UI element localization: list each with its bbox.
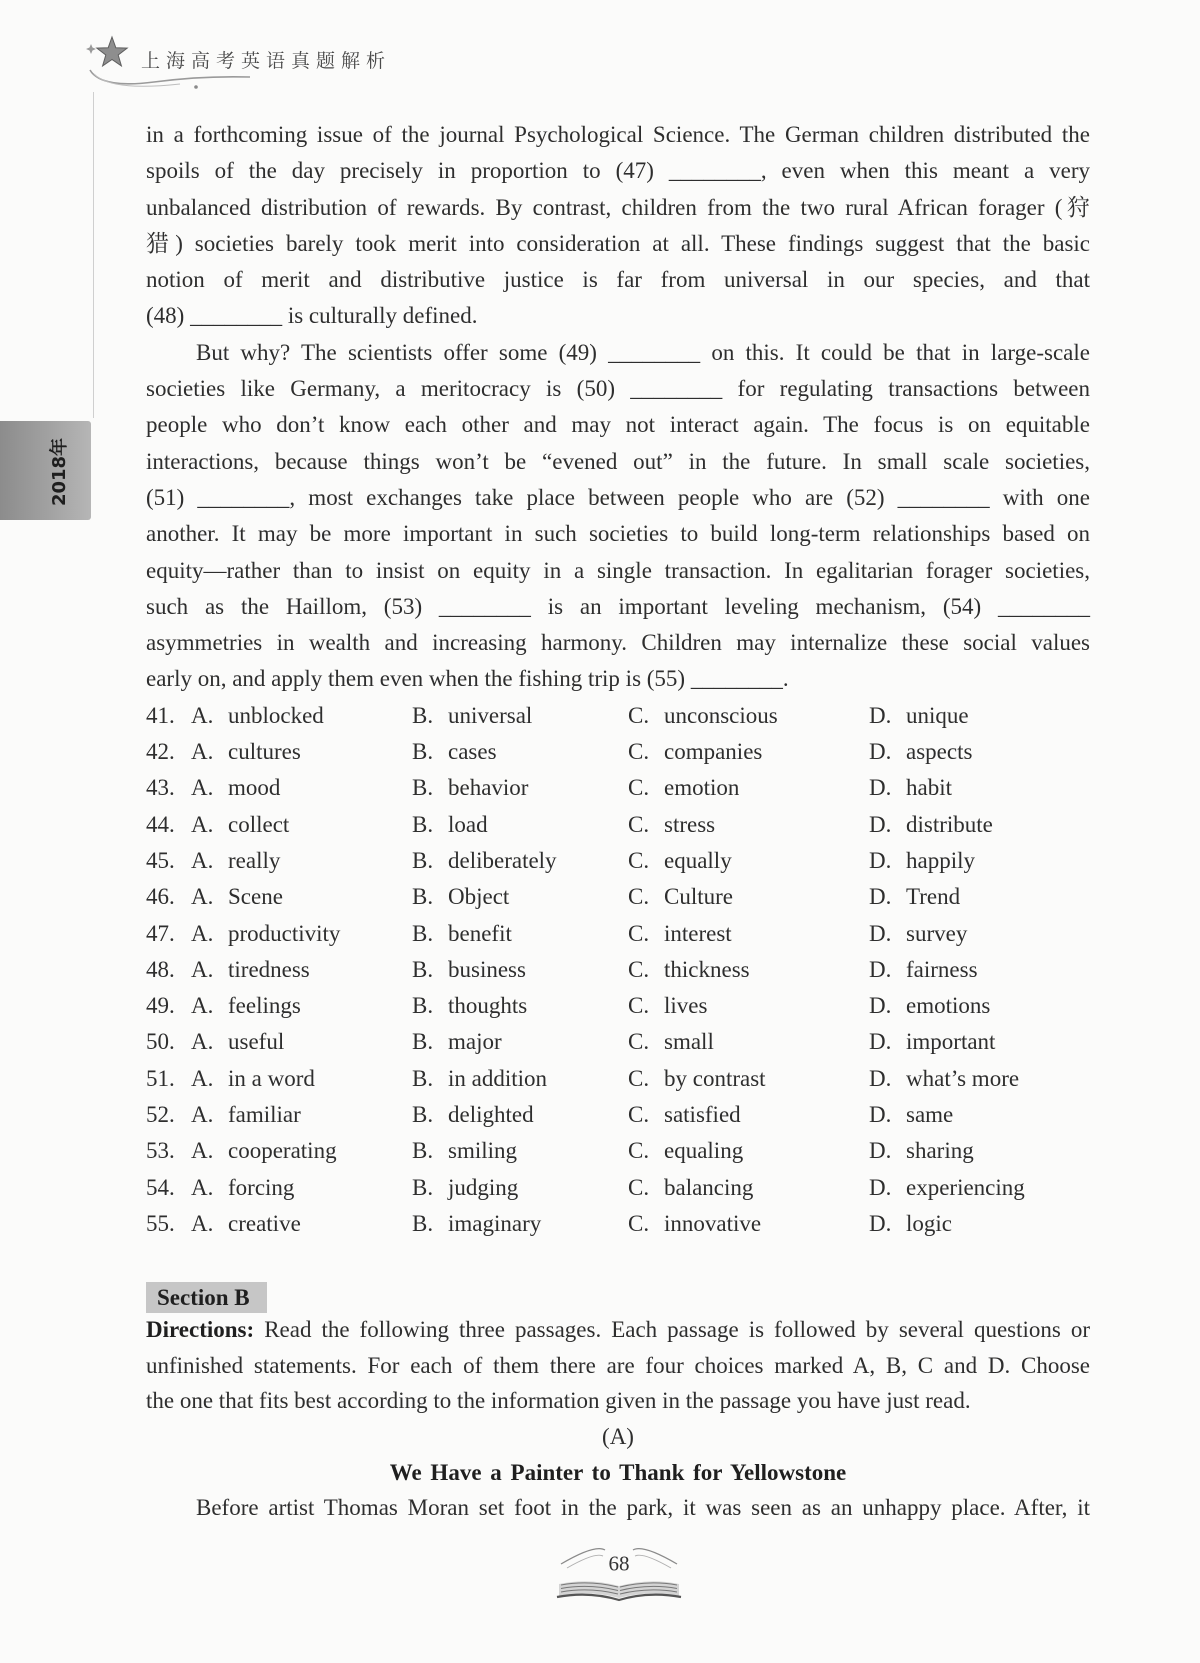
choice-letter: B. (412, 920, 434, 946)
choice-text: tiredness (228, 956, 310, 982)
section-label: Section B (146, 1282, 267, 1313)
choice-letter: D. (869, 884, 892, 910)
choice-letter: D. (869, 1138, 892, 1164)
option-number: 51. (146, 1065, 175, 1091)
option-number: 52. (146, 1102, 175, 1128)
directions-line (146, 1312, 1090, 1348)
option-number: 54. (146, 1174, 175, 1200)
choice-text: interest (664, 920, 732, 946)
choice-letter: B. (412, 884, 434, 910)
passage-line: societies like Germany, a meritocracy is (50) ________ for regulating transactions between (146, 376, 1090, 402)
passage-label: (A) (602, 1424, 634, 1450)
choice-text: sharing (906, 1138, 974, 1164)
choice-letter: C. (628, 1029, 650, 1055)
choice-letter: B. (412, 1102, 434, 1128)
margin-rule (93, 92, 94, 418)
choice-text: experiencing (906, 1174, 1025, 1200)
choice-text: really (228, 847, 281, 873)
choice-letter: D. (869, 739, 892, 765)
choice-text: delighted (448, 1102, 534, 1128)
cloze-passage (146, 117, 1090, 698)
choice-text: Scene (228, 884, 283, 910)
choice-text: Object (448, 884, 510, 910)
choice-text: by contrast (664, 1065, 766, 1091)
choice-text: thoughts (448, 993, 528, 1019)
choice-text: deliberately (448, 847, 557, 873)
choice-letter: C. (628, 702, 650, 728)
choice-letter: A. (191, 956, 214, 982)
choice-letter: A. (191, 811, 214, 837)
option-number: 42. (146, 739, 175, 765)
choice-text: Culture (664, 884, 733, 910)
choice-text: happily (906, 847, 975, 873)
choice-text: what’s more (906, 1065, 1020, 1091)
option-row (146, 1024, 1090, 1060)
directions-label: Directions: (146, 1317, 255, 1342)
choice-text: satisfied (664, 1102, 741, 1128)
option-row (146, 1097, 1090, 1133)
option-number: 53. (146, 1138, 175, 1164)
choice-text: cooperating (228, 1138, 337, 1164)
passage-line: 猎) societies barely took merit into consideration at all. These findings suggest that the basic (146, 230, 1090, 256)
choice-letter: B. (412, 1138, 434, 1164)
option-row (146, 1170, 1090, 1206)
choice-letter: D. (869, 1102, 892, 1128)
passage-line: asymmetries in wealth and increasing harmony. Children may internalize these social values (146, 630, 1090, 656)
choice-text: aspects (906, 739, 973, 765)
choice-letter: A. (191, 884, 214, 910)
passage-line: spoils of the day precisely in proportion to (47) ________, even when this meant a very (146, 158, 1090, 184)
choice-text: cases (448, 739, 497, 765)
passage-line: equity—rather than to insist on equity in a single transaction. In egalitarian forager societies, (146, 557, 1090, 583)
section-b (146, 1312, 1090, 1526)
choice-letter: B. (412, 811, 434, 837)
answer-options (146, 698, 1090, 1243)
option-row (146, 1133, 1090, 1169)
choice-letter: D. (869, 1210, 892, 1236)
choice-text: emotions (906, 993, 991, 1019)
choice-letter: B. (412, 993, 434, 1019)
choice-letter: B. (412, 847, 434, 873)
option-number: 49. (146, 993, 175, 1019)
page-number: 68 (608, 1551, 630, 1576)
choice-letter: C. (628, 811, 650, 837)
choice-text: fairness (906, 956, 978, 982)
choice-text: equaling (664, 1138, 744, 1164)
option-number: 43. (146, 775, 175, 801)
choice-text: cultures (228, 739, 301, 765)
choice-letter: D. (869, 811, 892, 837)
choice-letter: D. (869, 920, 892, 946)
choice-text: thickness (664, 956, 750, 982)
passage-line: But why? The scientists offer some (49) ________ on this. It could be that in large-scale (196, 339, 1090, 365)
choice-text: familiar (228, 1102, 301, 1128)
passage-line: such as the Haillom, (53) ________ is an important leveling mechanism, (54) ________ (146, 593, 1090, 619)
choice-letter: C. (628, 920, 650, 946)
year-tab-label: 2018年 (49, 437, 70, 507)
passage-line: notion of merit and distributive justice is far from universal in our species, and that (146, 267, 1090, 293)
choice-text: smiling (448, 1138, 518, 1164)
choice-letter: D. (869, 993, 892, 1019)
choice-letter: A. (191, 847, 214, 873)
option-number: 55. (146, 1210, 175, 1236)
choice-letter: C. (628, 884, 650, 910)
passage-line: Before artist Thomas Moran set foot in the park, it was seen as an unhappy place. After, it (196, 1495, 1090, 1521)
passage-line: (51) ________, most exchanges take place between people who are (52) ________ with one (146, 484, 1090, 510)
choice-letter: C. (628, 1210, 650, 1236)
choice-letter: C. (628, 1174, 650, 1200)
option-number: 45. (146, 847, 175, 873)
choice-text: logic (906, 1210, 952, 1236)
choice-text: creative (228, 1210, 301, 1236)
choice-letter: A. (191, 1210, 214, 1236)
choice-letter: D. (869, 1029, 892, 1055)
choice-text: equally (664, 847, 732, 873)
header-title: 上海高考英语真题解析 (141, 50, 392, 72)
choice-text: business (448, 956, 526, 982)
option-number: 50. (146, 1029, 175, 1055)
choice-text: judging (448, 1174, 519, 1200)
passage-line: in a forthcoming issue of the journal Psychological Science. The German children distributed the (146, 122, 1090, 147)
choice-text: unconscious (664, 702, 778, 728)
choice-text: in a word (228, 1065, 315, 1091)
option-row (146, 770, 1090, 806)
choice-letter: A. (191, 775, 214, 801)
directions-text: Read the following three passages. Each passage is followed by several questions or (264, 1317, 1091, 1342)
option-row (146, 879, 1090, 915)
choice-text: behavior (448, 775, 529, 801)
choice-text: innovative (664, 1210, 762, 1236)
option-row (146, 698, 1090, 734)
choice-text: balancing (664, 1174, 754, 1200)
passage-line: early on, and apply them even when the fishing trip is (55) ________. (146, 666, 789, 692)
choice-text: feelings (228, 993, 301, 1019)
choice-letter: D. (869, 775, 892, 801)
choice-text: unblocked (228, 702, 324, 728)
choice-letter: B. (412, 1210, 434, 1236)
year-tab (0, 421, 91, 520)
choice-letter: A. (191, 1138, 214, 1164)
option-number: 47. (146, 920, 175, 946)
passage-line: (48) ________ is culturally defined. (146, 303, 478, 329)
choice-text: habit (906, 775, 952, 801)
choice-letter: B. (412, 702, 434, 728)
choice-text: stress (664, 811, 716, 837)
choice-text: major (448, 1029, 502, 1055)
option-number: 48. (146, 956, 175, 982)
choice-letter: C. (628, 739, 650, 765)
choice-letter: B. (412, 775, 434, 801)
choice-text: forcing (228, 1174, 295, 1200)
passage-line: interactions, because things won’t be “evened out” in the future. In small scale societies, (146, 448, 1090, 474)
choice-text: same (906, 1102, 954, 1128)
choice-text: load (448, 811, 488, 837)
option-number: 44. (146, 811, 175, 837)
choice-text: important (906, 1029, 996, 1055)
choice-letter: B. (412, 1174, 434, 1200)
choice-letter: A. (191, 993, 214, 1019)
option-row (146, 1206, 1090, 1242)
passage-line: unbalanced distribution of rewards. By contrast, children from the two rural African forager (狩 (146, 194, 1090, 220)
choice-letter: A. (191, 1029, 214, 1055)
choice-letter: C. (628, 1138, 650, 1164)
choice-text: imaginary (448, 1210, 542, 1236)
choice-letter: C. (628, 1065, 650, 1091)
option-number: 41. (146, 702, 175, 728)
option-row (146, 916, 1090, 952)
choice-text: survey (906, 920, 968, 946)
choice-letter: B. (412, 1065, 434, 1091)
choice-text: unique (906, 702, 969, 728)
choice-letter: C. (628, 775, 650, 801)
choice-letter: D. (869, 956, 892, 982)
choice-letter: B. (412, 1029, 434, 1055)
choice-letter: A. (191, 920, 214, 946)
choice-text: emotion (664, 775, 740, 801)
choice-letter: C. (628, 847, 650, 873)
option-row (146, 734, 1090, 770)
directions-line: unfinished statements. For each of them there are four choices marked A, B, C and D. Choose (146, 1352, 1090, 1378)
choice-text: companies (664, 739, 763, 765)
choice-letter: C. (628, 993, 650, 1019)
choice-letter: A. (191, 1065, 214, 1091)
passage-line: another. It may be more important in such societies to build long-term relationships based on (146, 521, 1090, 547)
option-row (146, 807, 1090, 843)
option-row (146, 952, 1090, 988)
choice-letter: D. (869, 1174, 892, 1200)
choice-text: Trend (906, 884, 961, 910)
choice-text: distribute (906, 811, 993, 837)
choice-letter: D. (869, 847, 892, 873)
choice-letter: D. (869, 702, 892, 728)
choice-text: useful (228, 1029, 285, 1055)
choice-text: collect (228, 811, 290, 837)
choice-letter: B. (412, 956, 434, 982)
option-row (146, 988, 1090, 1024)
choice-letter: C. (628, 956, 650, 982)
choice-text: mood (228, 775, 281, 801)
option-row (146, 843, 1090, 879)
choice-letter: A. (191, 1102, 214, 1128)
option-row (146, 1061, 1090, 1097)
passage-title: We Have a Painter to Thank for Yellowstone (389, 1459, 847, 1485)
choice-text: universal (448, 702, 533, 728)
choice-text: in addition (448, 1065, 548, 1091)
choice-letter: D. (869, 1065, 892, 1091)
choice-letter: A. (191, 702, 214, 728)
choice-letter: C. (628, 1102, 650, 1128)
directions-line: the one that fits best according to the information given in the passage you have just read. (146, 1388, 971, 1414)
choice-text: small (664, 1029, 714, 1055)
choice-letter: A. (191, 739, 214, 765)
choice-text: lives (664, 993, 708, 1019)
option-number: 46. (146, 884, 175, 910)
choice-text: productivity (228, 920, 341, 946)
choice-text: benefit (448, 920, 512, 946)
choice-letter: A. (191, 1174, 214, 1200)
passage-line: people who don’t know each other and may not interact again. The focus is on equitable (146, 412, 1090, 438)
choice-letter: B. (412, 739, 434, 765)
